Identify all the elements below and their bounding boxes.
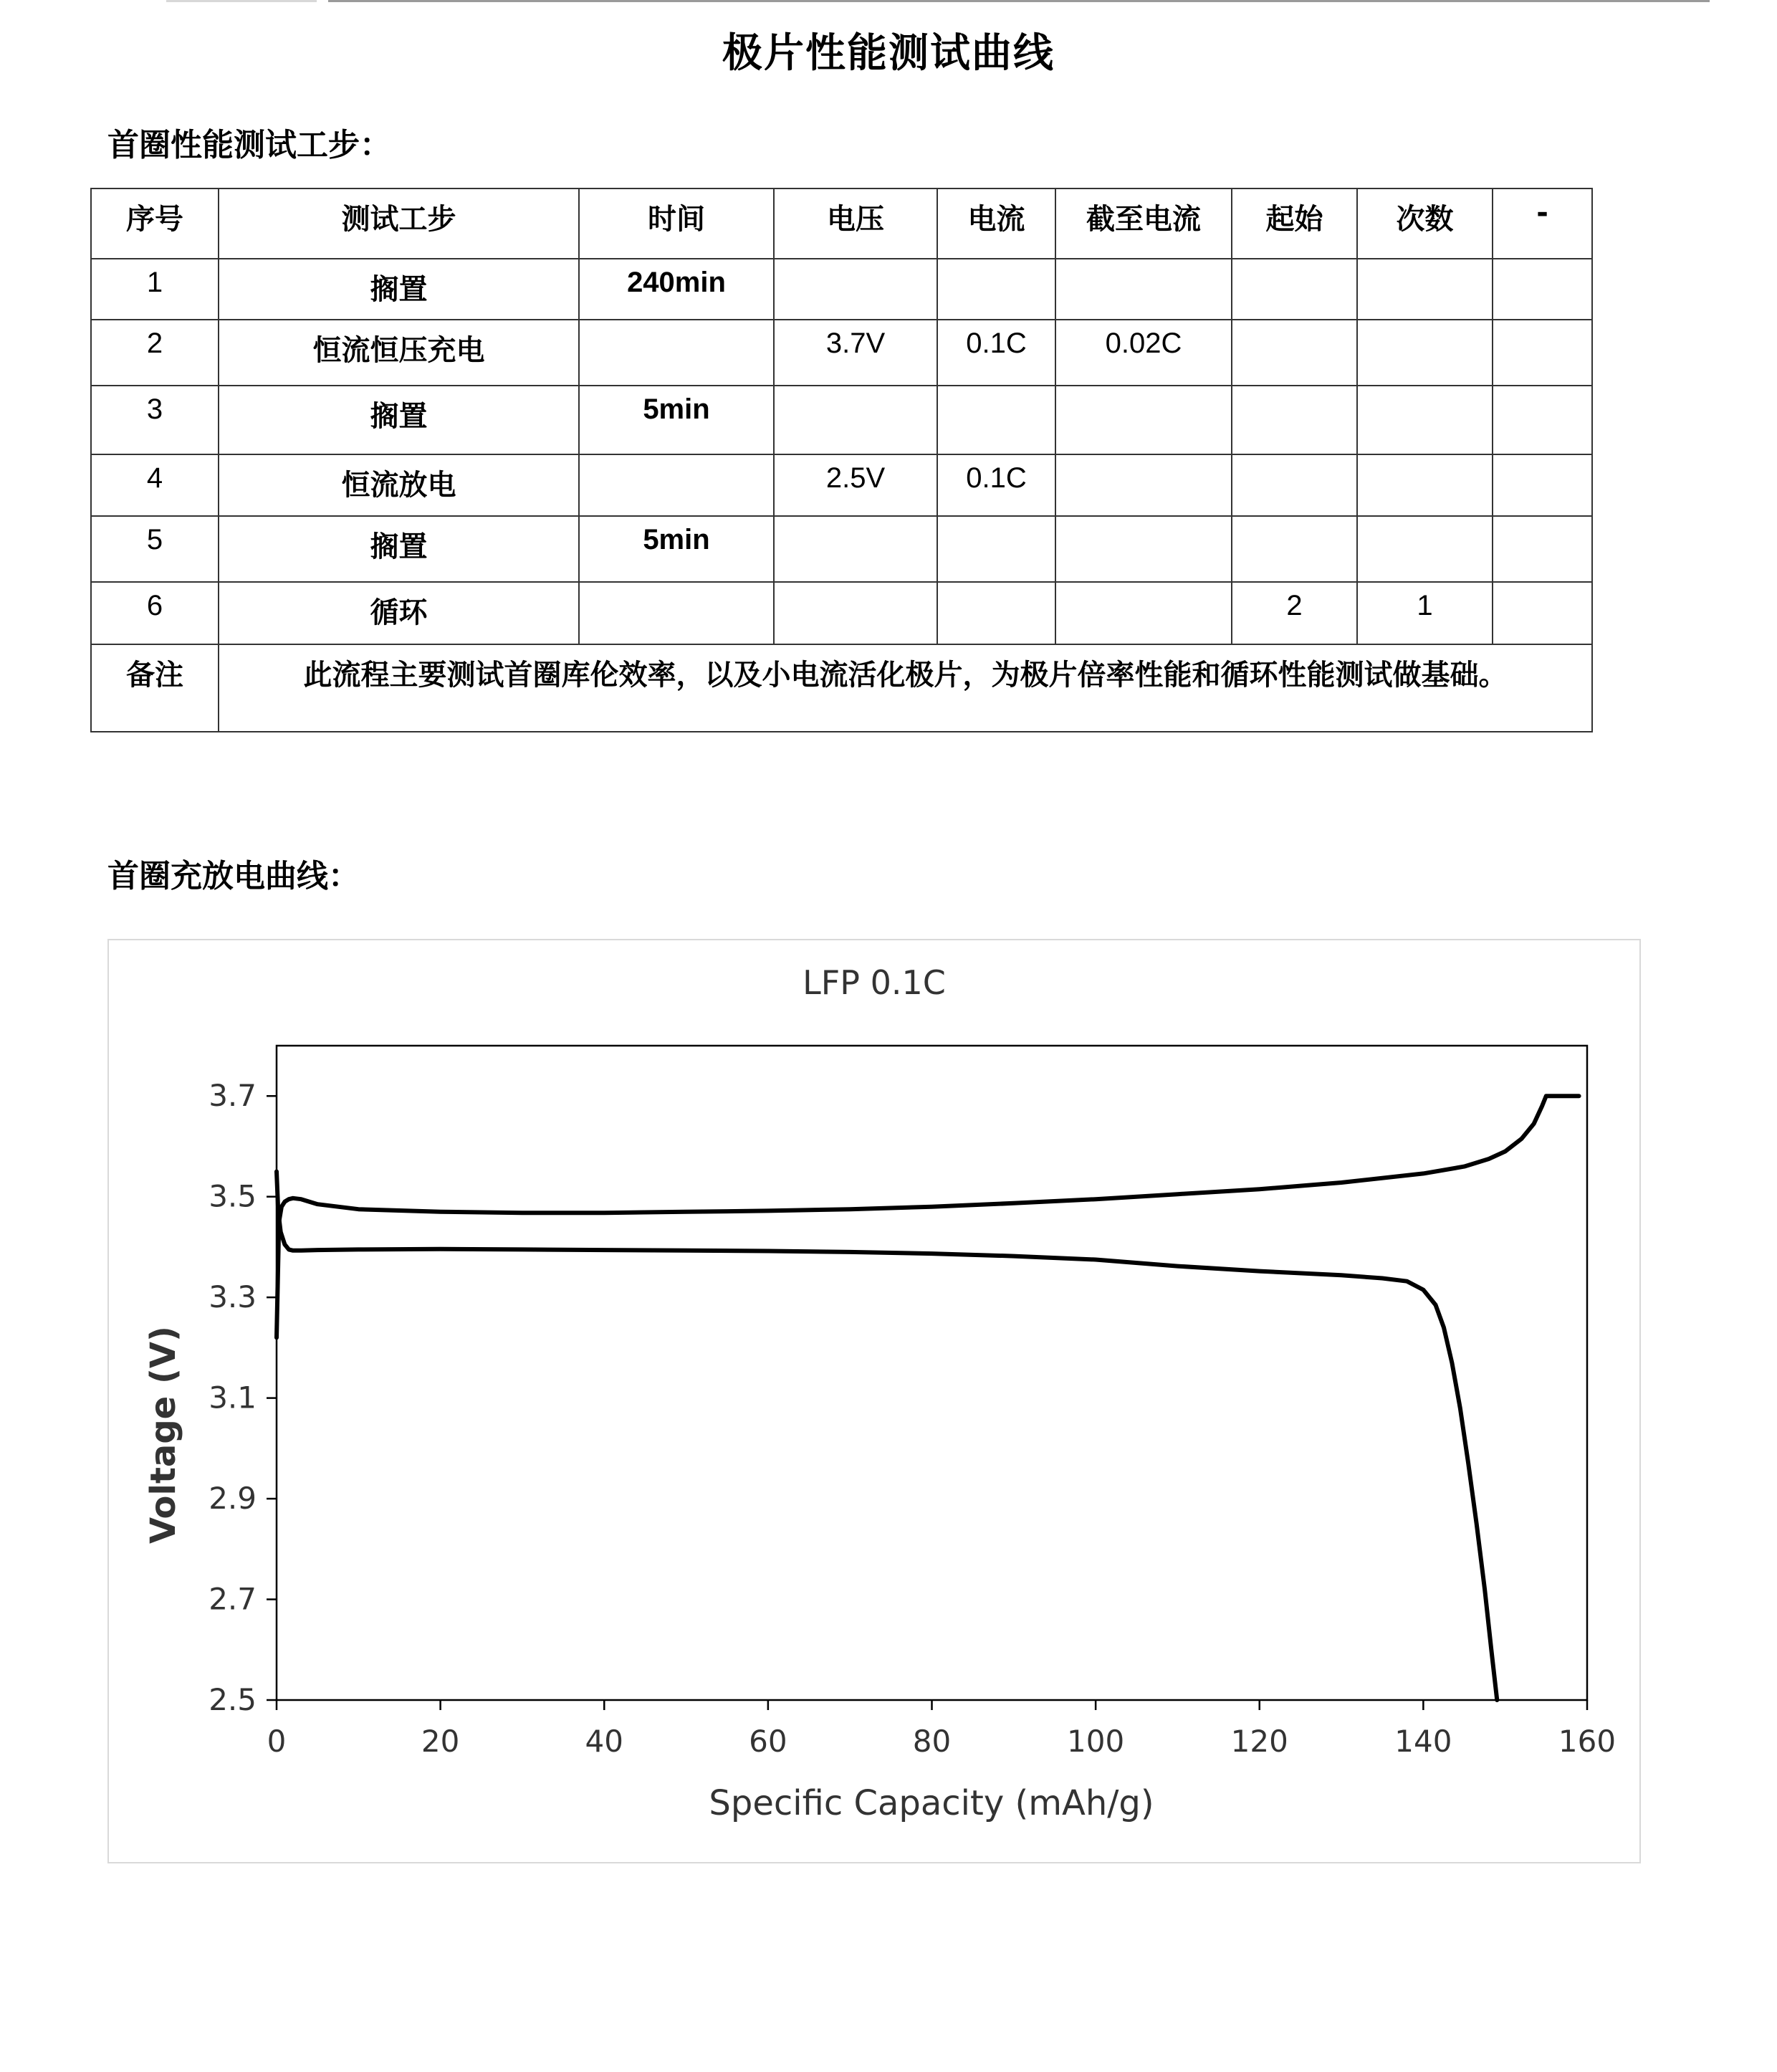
y-tick-label: 3.3 xyxy=(209,1279,257,1315)
x-tick-label: 80 xyxy=(912,1724,952,1759)
voltage-capacity-chart xyxy=(109,940,1639,1862)
table-cell xyxy=(937,259,1055,320)
table-cell xyxy=(1357,516,1493,582)
table-cell: 恒流放电 xyxy=(219,454,579,516)
header-cell: 电压 xyxy=(774,188,937,259)
table-cell xyxy=(1357,386,1493,454)
table-cell: 0.1C xyxy=(937,320,1055,386)
table-cell: 5min xyxy=(579,516,774,582)
table-cell: 240min xyxy=(579,259,774,320)
discharge-curve xyxy=(277,1172,1497,1700)
y-axis-label: Voltage (V) xyxy=(143,1326,183,1544)
table-row xyxy=(91,454,1592,516)
table-cell: 1 xyxy=(91,259,219,320)
table-cell xyxy=(579,454,774,516)
table-cell xyxy=(937,386,1055,454)
table-cell xyxy=(1055,386,1232,454)
table-cell xyxy=(1055,582,1232,644)
table-row xyxy=(91,320,1592,386)
x-tick-label: 60 xyxy=(749,1724,787,1759)
table-cell: 循环 xyxy=(219,582,579,644)
table-cell xyxy=(774,582,937,644)
table-cell xyxy=(1055,516,1232,582)
table-cell: 搁置 xyxy=(219,516,579,582)
table-note-row xyxy=(91,644,1592,732)
table-cell: 3.7V xyxy=(774,320,937,386)
table-cell xyxy=(1493,386,1592,454)
table-cell xyxy=(579,320,774,386)
table-cell xyxy=(1232,386,1357,454)
table-cell xyxy=(1493,516,1592,582)
chart-title: LFP 0.1C xyxy=(803,963,946,1002)
y-tick-label: 2.5 xyxy=(209,1682,257,1717)
table-cell: 2 xyxy=(1232,582,1357,644)
table-row xyxy=(91,259,1592,320)
table-row xyxy=(91,582,1592,644)
section-heading-charge-discharge: 首圈充放电曲线： xyxy=(107,858,360,894)
header-cell: 测试工步 xyxy=(219,188,579,259)
header-cell: 次数 xyxy=(1357,188,1493,259)
table-cell xyxy=(1357,259,1493,320)
table-cell xyxy=(774,386,937,454)
note-text: 此流程主要测试首圈库伦效率，以及小电流活化极片，为极片倍率性能和循环性能测试做基础。 xyxy=(219,644,1592,732)
header-cell: - xyxy=(1493,188,1592,259)
table-cell: 3 xyxy=(91,386,219,454)
x-axis xyxy=(267,1700,1616,1759)
table-cell: 搁置 xyxy=(219,386,579,454)
x-tick-label: 100 xyxy=(1067,1724,1125,1759)
top-rule-short xyxy=(166,0,317,2)
x-axis-label: Specific Capacity (mAh/g) xyxy=(709,1783,1154,1823)
table-row xyxy=(91,386,1592,454)
x-tick-label: 40 xyxy=(585,1724,623,1759)
table-cell xyxy=(1232,320,1357,386)
header-cell: 时间 xyxy=(579,188,774,259)
y-tick-label: 3.5 xyxy=(209,1178,257,1214)
table-cell xyxy=(1055,259,1232,320)
top-rule-long xyxy=(328,0,1710,2)
series-layer xyxy=(277,1096,1579,1700)
table-cell: 4 xyxy=(91,454,219,516)
x-tick-label: 140 xyxy=(1394,1724,1452,1759)
table-cell: 2 xyxy=(91,320,219,386)
document-title: 极片性能测试曲线 xyxy=(722,30,1055,77)
y-tick-label: 3.1 xyxy=(209,1380,257,1415)
table-cell xyxy=(774,259,937,320)
table-header-row xyxy=(91,188,1592,259)
table-cell: 0.02C xyxy=(1055,320,1232,386)
note-label: 备注 xyxy=(91,644,219,732)
table-cell xyxy=(937,516,1055,582)
table-cell: 搁置 xyxy=(219,259,579,320)
table-cell xyxy=(1055,454,1232,516)
table-cell: 5 xyxy=(91,516,219,582)
table-cell: 0.1C xyxy=(937,454,1055,516)
section-heading-test-steps: 首圈性能测试工步： xyxy=(107,127,391,163)
test-steps-table xyxy=(90,188,1593,732)
table-cell xyxy=(1232,259,1357,320)
y-axis xyxy=(209,1078,277,1717)
header-cell: 电流 xyxy=(937,188,1055,259)
y-tick-label: 2.7 xyxy=(209,1581,257,1617)
table-cell xyxy=(1232,454,1357,516)
charge-curve xyxy=(277,1096,1579,1337)
header-cell: 起始 xyxy=(1232,188,1357,259)
y-tick-label: 3.7 xyxy=(209,1078,257,1114)
chart-frame xyxy=(107,939,1641,1863)
x-tick-label: 0 xyxy=(267,1724,287,1759)
header-cell: 序号 xyxy=(91,188,219,259)
header-cell: 截至电流 xyxy=(1055,188,1232,259)
table-cell xyxy=(1493,454,1592,516)
table-cell xyxy=(1357,320,1493,386)
x-tick-label: 160 xyxy=(1558,1724,1616,1759)
x-tick-label: 120 xyxy=(1230,1724,1288,1759)
table-cell: 2.5V xyxy=(774,454,937,516)
plot-area xyxy=(277,1046,1587,1700)
table-cell xyxy=(937,582,1055,644)
x-tick-label: 20 xyxy=(421,1724,460,1759)
table-cell xyxy=(774,516,937,582)
table-cell: 恒流恒压充电 xyxy=(219,320,579,386)
table-row xyxy=(91,516,1592,582)
table-cell xyxy=(1493,582,1592,644)
table-cell xyxy=(1493,320,1592,386)
table-cell: 1 xyxy=(1357,582,1493,644)
table-cell xyxy=(579,582,774,644)
table-cell xyxy=(1357,454,1493,516)
table-cell xyxy=(1493,259,1592,320)
table-cell xyxy=(1232,516,1357,582)
y-tick-label: 2.9 xyxy=(209,1481,257,1517)
table-cell: 6 xyxy=(91,582,219,644)
table-cell: 5min xyxy=(579,386,774,454)
